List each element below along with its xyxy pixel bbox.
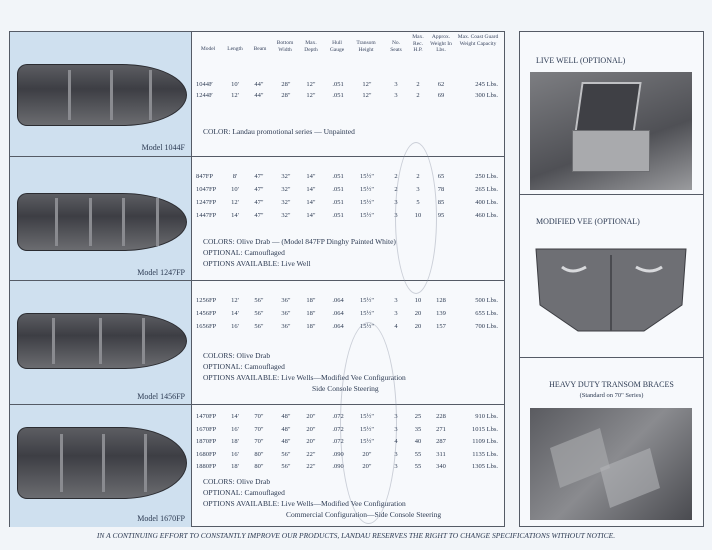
spec-cell-max-hp: 35 — [414, 425, 422, 433]
header-bottom-width: Bottom Width — [276, 40, 294, 53]
spec-cell-hull-gauge: .064 — [332, 323, 344, 330]
spec-cell-capacity: 265 Lbs. — [475, 186, 498, 193]
spec-cell-beam: 70" — [254, 425, 264, 433]
spec-cell-hull-gauge: .072 — [332, 413, 344, 420]
spec-cell-weight: 287 — [436, 438, 446, 445]
spec-table — [192, 157, 504, 281]
spec-cell-max-depth: 18" — [306, 323, 316, 330]
spec-cell-bottom-width: 32" — [281, 212, 291, 219]
spec-cell-weight: 228 — [436, 413, 446, 420]
spec-cell-transom-height: 15½" — [359, 212, 375, 219]
optional-note: OPTIONAL: Camouflaged — [203, 248, 285, 257]
spec-cell-transom-height: 15½" — [359, 186, 375, 193]
spec-cell-model: 1656FP — [196, 323, 217, 330]
spec-cell-length: 14' — [231, 212, 239, 219]
spec-cell-beam: 47" — [254, 173, 264, 180]
header-model: Model — [200, 46, 216, 52]
transom-braces-panel — [519, 357, 704, 527]
model-caption: Model 1456FP — [137, 392, 185, 401]
header-length: Length — [227, 46, 243, 52]
spec-cell-beam: 80" — [254, 463, 264, 470]
spec-cell-capacity: 250 Lbs. — [475, 173, 498, 180]
spec-cell-capacity: 500 Lbs. — [475, 297, 498, 304]
spec-cell-model: 1870FP — [196, 438, 217, 445]
spec-cell-max-hp: 2 — [416, 173, 420, 180]
spec-cell-weight: 85 — [437, 199, 445, 206]
boat-photo-1044f — [10, 32, 192, 156]
spec-cell-model: 1247FP — [196, 199, 217, 206]
spec-cell-bottom-width: 32" — [281, 186, 291, 193]
options-available-note: OPTIONS AVAILABLE: Live Well — [203, 259, 311, 268]
spec-cell-max-hp: 3 — [416, 186, 420, 193]
spec-table — [192, 32, 504, 156]
spec-cell-hull-gauge: .051 — [332, 92, 344, 99]
options-available-note-2: Commercial Configuration—Side Console Steering — [286, 510, 442, 519]
spec-cell-model: 1456FP — [196, 310, 217, 317]
transom-braces-subtitle: (Standard on 70" Series) — [579, 392, 644, 399]
spec-cell-max-depth: 22" — [306, 463, 316, 470]
spec-cell-transom-height: 15½" — [359, 438, 375, 445]
options-available-note: OPTIONS AVAILABLE: Live Wells—Modified Vee Configuration — [203, 499, 406, 508]
spec-cell-max-depth: 18" — [306, 297, 316, 304]
spec-cell-max-depth: 14" — [306, 212, 316, 219]
spec-cell-capacity: 655 Lbs. — [475, 310, 498, 317]
spec-cell-length: 10' — [231, 81, 239, 88]
spec-cell-max-depth: 20" — [306, 425, 316, 433]
spec-cell-length: 16' — [231, 425, 239, 433]
spec-cell-bottom-width: 28" — [281, 92, 291, 99]
boat-photo-1247fp — [10, 157, 192, 281]
live-well-panel — [519, 31, 704, 195]
colors-note: COLORS: Olive Drab — [203, 351, 271, 360]
spec-cell-model: 1244F — [196, 92, 213, 99]
spec-cell-length: 18' — [231, 438, 239, 445]
spec-cell-capacity: 400 Lbs. — [475, 199, 498, 206]
spec-cell-bottom-width: 56" — [281, 450, 291, 458]
spec-cell-hull-gauge: .051 — [332, 212, 344, 219]
spec-cell-transom-height: 15½" — [359, 310, 375, 317]
spec-cell-length: 10' — [231, 186, 239, 193]
spec-cell-hull-gauge: .064 — [332, 297, 344, 304]
spec-cell-beam: 56" — [254, 310, 264, 317]
spec-cell-beam: 70" — [254, 438, 264, 445]
spec-cell-beam: 70" — [254, 413, 264, 420]
spec-cell-seats: 3 — [394, 81, 398, 88]
spec-cell-seats: 3 — [394, 450, 398, 458]
spec-cell-max-depth: 12" — [306, 81, 316, 88]
live-well-title: LIVE WELL (OPTIONAL) — [536, 56, 626, 65]
spec-sheet — [9, 31, 505, 527]
spec-cell-seats: 3 — [394, 463, 398, 470]
spec-cell-transom-height: 15½" — [359, 425, 375, 433]
header-max-depth: Max. Depth — [304, 40, 318, 53]
spec-cell-capacity: 1015 Lbs. — [472, 425, 498, 433]
spec-cell-max-depth: 12" — [306, 92, 316, 99]
spec-cell-weight: 271 — [436, 425, 446, 433]
boat-image — [17, 64, 187, 126]
spec-cell-model: 1470FP — [196, 413, 217, 420]
spec-cell-hull-gauge: .064 — [332, 310, 344, 317]
spec-cell-max-hp: 20 — [414, 323, 422, 330]
optional-note: OPTIONAL: Camouflaged — [203, 488, 285, 497]
header-max-rec-hp: Max. Rec. H.P. — [412, 34, 424, 54]
header-transom-height: Transom Height — [356, 40, 376, 53]
transom-braces-title: HEAVY DUTY TRANSOM BRACES — [549, 380, 674, 389]
options-available-note: OPTIONS AVAILABLE: Live Wells—Modified Vee Configuration — [203, 373, 406, 382]
spec-cell-seats: 3 — [394, 297, 398, 304]
spec-cell-capacity: 1135 Lbs. — [472, 450, 498, 458]
spec-cell-max-hp: 10 — [414, 297, 422, 304]
spec-cell-seats: 3 — [394, 425, 398, 433]
spec-cell-max-hp: 10 — [414, 212, 422, 219]
spec-cell-length: 16' — [231, 323, 239, 330]
spec-cell-weight: 340 — [436, 463, 446, 470]
boat-photo-1670fp — [10, 405, 192, 527]
colors-note: COLORS: Olive Drab — (Model 847FP Dinghy Painted White) — [203, 237, 396, 246]
spec-cell-bottom-width: 48" — [281, 425, 291, 433]
spec-cell-max-hp: 25 — [414, 413, 422, 420]
spec-cell-capacity: 700 Lbs. — [475, 323, 498, 330]
spec-cell-weight: 62 — [437, 81, 445, 88]
spec-cell-length: 14' — [231, 413, 239, 420]
spec-cell-bottom-width: 32" — [281, 199, 291, 206]
boat-image — [17, 313, 187, 369]
spec-cell-seats: 2 — [394, 186, 398, 193]
spec-cell-model: 1447FP — [196, 212, 217, 219]
spec-cell-bottom-width: 36" — [281, 310, 291, 317]
spec-cell-max-hp: 55 — [414, 450, 422, 458]
spec-cell-model: 847FP — [196, 173, 213, 180]
spec-cell-hull-gauge: .072 — [332, 425, 344, 433]
spec-cell-bottom-width: 36" — [281, 323, 291, 330]
spec-cell-transom-height: 15½" — [359, 173, 375, 180]
spec-cell-max-hp: 40 — [414, 438, 422, 445]
spec-cell-length: 14' — [231, 310, 239, 317]
section-1044f — [10, 32, 504, 156]
spec-cell-seats: 3 — [394, 413, 398, 420]
live-well-photo — [530, 72, 692, 190]
spec-cell-beam: 44" — [254, 92, 264, 99]
spec-cell-max-hp: 2 — [416, 81, 420, 88]
spec-cell-max-depth: 22" — [306, 450, 316, 458]
footer-disclaimer: IN A CONTINUING EFFORT TO CONSTANTLY IMPROVE OUR PRODUCTS, LANDAU RESERVES THE RIGHT TO CHANGE SPECIFICATIONS WITHOUT NOTICE. — [96, 531, 616, 540]
spec-cell-hull-gauge: .090 — [332, 450, 344, 458]
spec-cell-bottom-width: 32" — [281, 173, 291, 180]
spec-cell-weight: 157 — [436, 323, 446, 330]
spec-cell-transom-height: 20" — [362, 450, 372, 458]
color-note: COLOR: Landau promotional series — Unpainted — [203, 127, 355, 136]
spec-cell-transom-height: 12" — [362, 92, 372, 99]
spec-cell-beam: 80" — [254, 450, 264, 458]
modified-vee-panel — [519, 194, 704, 358]
spec-cell-weight: 139 — [436, 310, 446, 317]
spec-cell-capacity: 1109 Lbs. — [472, 438, 498, 445]
spec-cell-weight: 128 — [436, 297, 446, 304]
section-1456fp — [10, 280, 504, 405]
header-hull-gauge: Hull Gauge — [329, 40, 345, 53]
spec-cell-max-hp: 55 — [414, 463, 422, 470]
spec-cell-transom-height: 15½" — [359, 297, 375, 304]
spec-cell-weight: 95 — [437, 212, 445, 219]
spec-cell-length: 8' — [232, 173, 238, 180]
spec-cell-beam: 56" — [254, 323, 264, 330]
spec-cell-model: 1256FP — [196, 297, 217, 304]
model-caption: Model 1044F — [141, 143, 185, 152]
model-caption: Model 1670FP — [137, 514, 185, 523]
spec-cell-seats: 3 — [394, 212, 398, 219]
spec-cell-max-depth: 20" — [306, 413, 316, 420]
model-caption: Model 1247FP — [137, 268, 185, 277]
spec-cell-max-depth: 14" — [306, 186, 316, 193]
spec-cell-transom-height: 15½" — [359, 199, 375, 206]
transom-braces-photo — [530, 408, 692, 520]
spec-cell-hull-gauge: .051 — [332, 173, 344, 180]
spec-cell-bottom-width: 36" — [281, 297, 291, 304]
spec-cell-model: 1880FP — [196, 463, 217, 470]
spec-cell-weight: 311 — [436, 450, 446, 458]
spec-cell-hull-gauge: .072 — [332, 438, 344, 445]
spec-cell-model: 1680FP — [196, 450, 217, 458]
spec-cell-weight: 78 — [437, 186, 445, 193]
spec-cell-length: 18' — [231, 463, 239, 470]
spec-cell-max-depth: 20" — [306, 438, 316, 445]
spec-cell-seats: 2 — [394, 173, 398, 180]
spec-cell-length: 12' — [231, 92, 239, 99]
spec-cell-weight: 69 — [437, 92, 445, 99]
spec-cell-bottom-width: 56" — [281, 463, 291, 470]
spec-cell-bottom-width: 28" — [281, 81, 291, 88]
spec-cell-model: 1670FP — [196, 425, 217, 433]
spec-cell-seats: 3 — [394, 199, 398, 206]
header-max-capacity: Max. Coast Guard Weight Capacity — [457, 34, 499, 47]
spec-cell-model: 1044F — [196, 81, 213, 88]
spec-cell-length: 12' — [231, 199, 239, 206]
spec-cell-transom-height: 12" — [362, 81, 372, 88]
spec-cell-beam: 47" — [254, 212, 264, 219]
spec-cell-capacity: 1305 Lbs. — [472, 463, 498, 470]
header-approx-weight: Approx. Weight In Lbs. — [430, 34, 452, 54]
optional-note: OPTIONAL: Camouflaged — [203, 362, 285, 371]
spec-cell-capacity: 460 Lbs. — [475, 212, 498, 219]
spec-cell-beam: 56" — [254, 297, 264, 304]
spec-cell-model: 1047FP — [196, 186, 217, 193]
spec-cell-beam: 47" — [254, 199, 264, 206]
spec-cell-max-depth: 14" — [306, 199, 316, 206]
spec-cell-beam: 44" — [254, 81, 264, 88]
boat-photo-1456fp — [10, 281, 192, 405]
spec-cell-bottom-width: 48" — [281, 438, 291, 445]
spec-cell-transom-height: 20" — [362, 463, 372, 470]
spec-cell-max-hp: 2 — [416, 92, 420, 99]
modified-vee-photo — [532, 245, 690, 337]
spec-cell-capacity: 245 Lbs. — [475, 81, 498, 88]
spec-cell-max-depth: 14" — [306, 173, 316, 180]
spec-cell-capacity: 910 Lbs. — [475, 413, 498, 420]
spec-cell-capacity: 300 Lbs. — [475, 92, 498, 99]
spec-cell-transom-height: 15½" — [359, 323, 375, 330]
options-available-note-2: Side Console Steering — [312, 384, 379, 393]
spec-cell-length: 12' — [231, 297, 239, 304]
spec-cell-seats: 3 — [394, 310, 398, 317]
spec-cell-weight: 65 — [437, 173, 445, 180]
spec-cell-hull-gauge: .051 — [332, 199, 344, 206]
spec-cell-seats: 4 — [394, 323, 398, 330]
section-1670fp — [10, 404, 504, 527]
spec-cell-max-hp: 20 — [414, 310, 422, 317]
boat-image — [17, 427, 187, 499]
colors-note: COLORS: Olive Drab — [203, 477, 271, 486]
header-no-seats: No. Seats — [390, 40, 402, 53]
modified-vee-title: MODIFIED VEE (OPTIONAL) — [536, 217, 640, 226]
spec-cell-beam: 47" — [254, 186, 264, 193]
spec-cell-hull-gauge: .051 — [332, 186, 344, 193]
spec-cell-seats: 4 — [394, 438, 398, 445]
spec-cell-seats: 3 — [394, 92, 398, 99]
header-beam: Beam — [253, 46, 267, 52]
boat-image — [17, 193, 187, 251]
spec-cell-max-hp: 5 — [416, 199, 420, 206]
spec-cell-hull-gauge: .090 — [332, 463, 344, 470]
spec-cell-hull-gauge: .051 — [332, 81, 344, 88]
spec-cell-length: 16' — [231, 450, 239, 458]
spec-cell-max-depth: 18" — [306, 310, 316, 317]
spec-cell-bottom-width: 48" — [281, 413, 291, 420]
spec-cell-transom-height: 15½" — [359, 413, 375, 420]
